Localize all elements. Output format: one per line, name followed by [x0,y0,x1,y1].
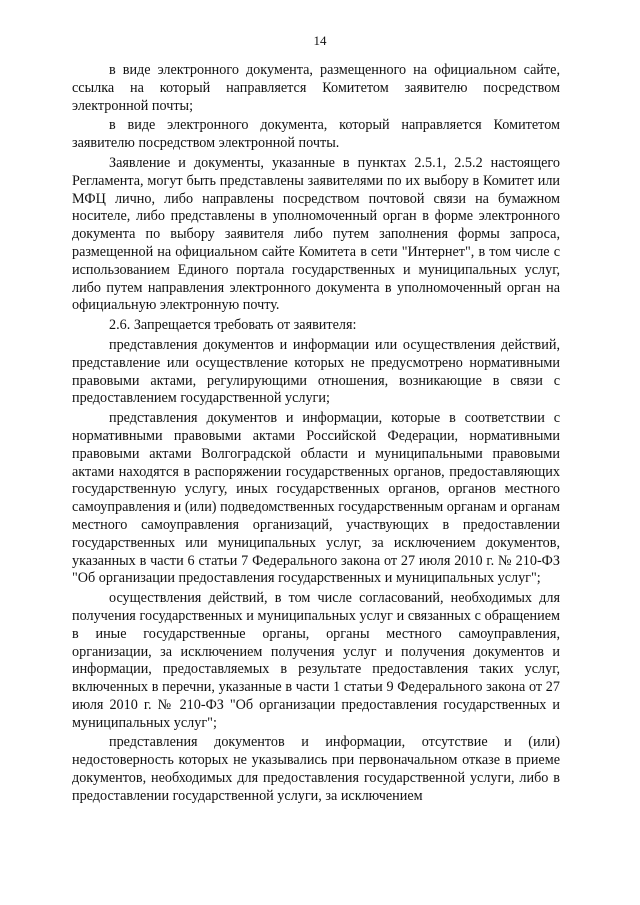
document-body [72,62,560,806]
paragraph-prohibition-2: представления документов и информации, которые в соответствии с нормативными правовыми актами Российской Федерации, нормативными правовыми актами Волгоградской области и муниципальными правовыми актами находятся в распоряжении государственных органов, предоставляющих государственную услугу, иных государственных органов, органов местного самоуправления и (или) подведомственных государственным органам и органам местного самоуправления организаций, участвующих в предоставлении государственных или муниципальных услуг, за исключением документов, указанных в части 6 статьи 7 Федерального закона от 27 июля 2010 г. № 210-ФЗ "Об организации предоставления государственных и муниципальных услуг"; [72,410,560,587]
paragraph-prohibition-1: представления документов и информации или осуществления действий, представление или осуществление которых не предусмотрено нормативными правовыми актами, регулирующими отношения, возникающие в связи с предоставлением государственной услуги; [72,336,560,407]
paragraph-prohibition-3: осуществления действий, в том числе согласований, необходимых для получения государственных и муниципальных услуг и связанных с обращением в иные государственные органы, органы местного самоуправления, организации, за исключением получения услуг и получения документов и информации, предоставляемых в результате предоставления таких услуг, включенных в перечни, указанные в части 1 статьи 9 Федерального закона от 27 июля 2010 г. № 210-ФЗ "Об организации предоставления государственных и муниципальных услуг"; [72,590,560,731]
page-number: 14 [313,33,327,48]
paragraph-electronic-link: в виде электронного документа, размещенного на официальном сайте, ссылка на который направляется Комитетом заявителю посредством электронной почты; [72,62,560,114]
paragraph-prohibition-4: представления документов и информации, отсутствие и (или) недостоверность которых не указывались при первоначальном отказе в приеме документов, необходимых для предоставления государственной услуги, либо в предоставлении государственной услуги, за исключением [72,734,560,804]
paragraph-section-heading: 2.6. Запрещается требовать от заявителя: [109,317,357,334]
paragraph-electronic-email: в виде электронного документа, который направляется Комитетом заявителю посредством электронной почты. [72,117,560,152]
paragraph-submission-methods: Заявление и документы, указанные в пунктах 2.5.1, 2.5.2 настоящего Регламента, могут быть представлены заявителями по их выбору в Комитет или МФЦ лично, либо направлены посредством почтовой связи на бумажном носителе, либо представлены в уполномоченный орган в форме электронного документа по выбору заявителя либо путем заполнения формы запроса, размещенной на официальном сайте Комитета в сети "Интернет", в том числе с использованием Единого портала государственных и муниципальных услуг, либо путем направления электронного документа в уполномоченный орган на официальную электронную почту. [72,154,560,314]
